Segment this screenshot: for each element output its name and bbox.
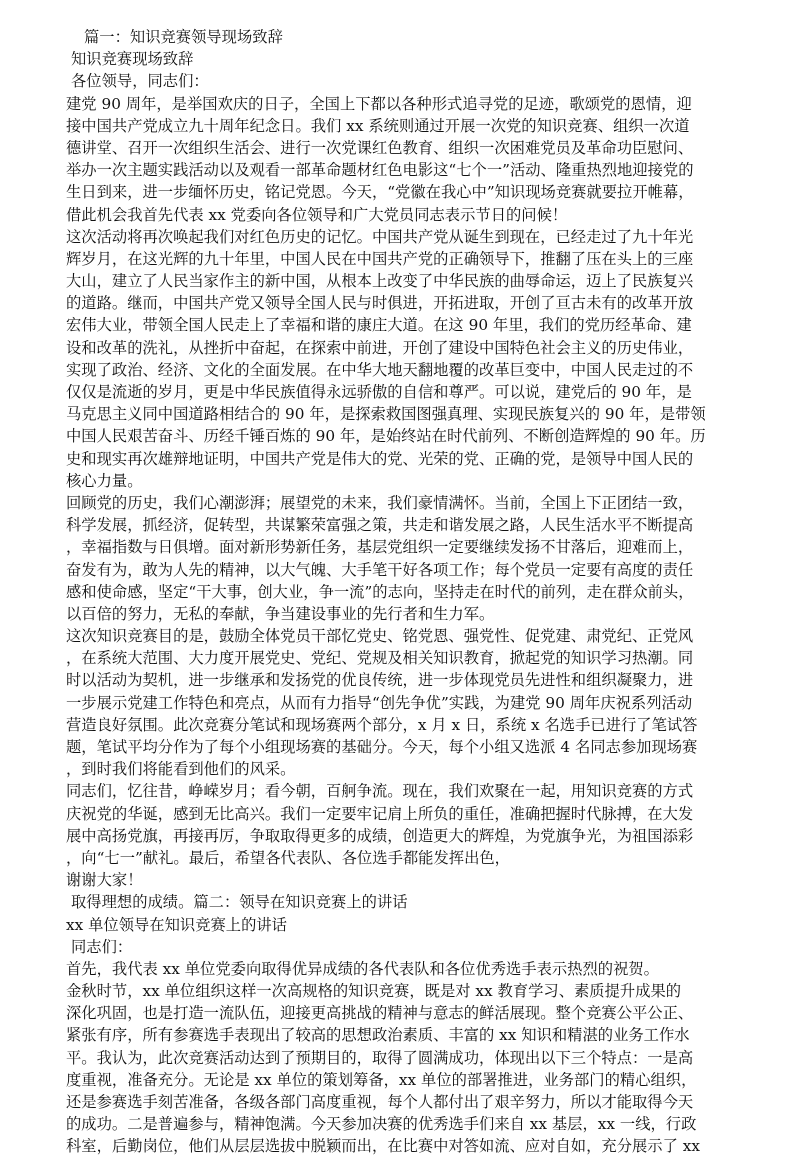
text-line: 接中国共产党成立九十周年纪念日。我们 xx 系统则通过开展一次党的知识竞赛、组织一次道 — [66, 116, 690, 135]
text-line: 辉岁月，在这光辉的九十年里，中国人民在中国共产党的正确领导下，推翻了压在头上的三座 — [66, 249, 694, 268]
text-line: 回顾党的历史，我们心潮澎湃；展望党的未来，我们豪情满怀。当前，全国上下正团结一致， — [66, 493, 694, 512]
text-line: ，幸福指数与日俱增。面对新形势新任务，基层党组织一定要继续发扬不甘落后，迎难而上， — [66, 538, 694, 557]
text-line: 取得理想的成绩。篇二：领导在知识竞赛上的讲话 — [71, 893, 408, 912]
text-line: 庆祝党的华诞，感到无比高兴。我们一定要牢记肩上所负的重任，准确把握时代脉搏，在大发 — [66, 804, 694, 823]
text-line: 以百倍的努力，无私的奉献，争当建设事业的先行者和生力军。 — [66, 604, 495, 623]
text-line: 同志们，忆往昔，峥嵘岁月；看今朝，百舸争流。现在，我们欢聚在一起，用知识竞赛的方式 — [66, 782, 694, 801]
text-line: ，到时我们将能看到他们的风采。 — [66, 760, 296, 779]
text-line: 谢谢大家！ — [66, 871, 143, 890]
text-line: 感和使命感，坚定“干大事，创大业，争一流”的志向，坚持走在时代的前列，走在群众前头， — [66, 582, 694, 601]
text-line: 奋发有为，敢为人先的精神，以大气魄、大手笔干好各项工作；每个党员一定要有高度的责任 — [66, 560, 694, 579]
text-line: 德讲堂、召开一次组织生活会、进行一次党课红色教育、组织一次困难党员及革命功臣慰问、 — [66, 138, 694, 157]
text-line: 知识竞赛现场致辞 — [71, 50, 194, 69]
text-line: 举办一次主题实践活动以及观看一部革命题材红色电影这“七个一”活动、隆重热烈地迎接党的 — [66, 161, 694, 180]
text-line: 马克思主义同中国道路相结合的 90 年，是探索救国图强真理、实现民族复兴的 90 年，是带领 — [66, 405, 706, 424]
text-line: ，在系统大范围、大力度开展党史、党纪、党规及相关知识教育，掀起党的知识学习热潮。同 — [66, 649, 694, 668]
text-line: 各位领导，同志们： — [71, 72, 209, 91]
text-line: 首先，我代表 xx 单位党委向取得优异成绩的各代表队和各位优秀选手表示热烈的祝贺。 — [66, 959, 659, 978]
text-line: 借此机会我首先代表 xx 党委向各位领导和广大党员同志表示节日的问候！ — [66, 205, 568, 224]
text-line: 篇一：知识竞赛领导现场致辞 — [84, 28, 283, 46]
text-line: ，向“七一”献礼。最后，希望各代表队、各位选手都能发挥出色， — [66, 848, 510, 867]
text-line: 这次活动将再次唤起我们对红色历史的记忆。中国共产党从诞生到现在，已经走过了九十年光 — [66, 227, 694, 246]
text-line: 的道路。继而，中国共产党又领导全国人民与时俱进，开拓进取，开创了亘古未有的改革开放 — [66, 294, 694, 313]
text-line: 科学发展，抓经济，促转型，共谋繁荣富强之策，共走和谐发展之路，人民生活水平不断提高 — [66, 516, 694, 535]
text-line: 展中高扬党旗，再接再厉，争取取得更多的成绩，创造更大的辉煌，为党旗争光，为祖国添彩 — [66, 826, 694, 845]
text-line: 生日到来，进一步缅怀历史，铭记党恩。今天，“党徽在我心中”知识现场竞赛就要拉开帷幕， — [66, 183, 694, 202]
text-line: 科室，后勤岗位，他们从层层选拔中脱颖而出，在比赛中对答如流、应对自如，充分展示了 xx — [66, 1137, 700, 1156]
text-line: xx 单位领导在知识竞赛上的讲话 — [66, 915, 287, 934]
text-line: 仅仅是流逝的岁月，更是中华民族值得永远骄傲的自信和尊严。可以说，建党后的 90 年，是 — [66, 383, 692, 401]
text-line: 时以活动为契机，进一步继承和发扬党的优良传统，进一步体现党员先进性和组织凝聚力，进 — [66, 671, 694, 690]
text-line: 平。我认为，此次竞赛活动达到了预期目的，取得了圆满成功，体现出以下三个特点：一是高 — [66, 1048, 694, 1067]
text-line: 史和现实再次雄辩地证明，中国共产党是伟大的党、光荣的党、正确的党，是领导中国人民的 — [66, 449, 694, 468]
text-line: 营造良好氛围。此次竞赛分笔试和现场赛两个部分，x 月 x 日，系统 x 名选手已进行了笔试答 — [66, 715, 698, 734]
text-line: 的成功。二是普遍参与，精神饱满。今天参加决赛的优秀选手们来自 xx 基层，xx 一线，行政 — [66, 1115, 697, 1134]
text-line: 金秋时节，xx 单位组织这样一次高规格的知识竞赛，既是对 xx 教育学习、素质提升成果的 — [66, 982, 682, 1001]
text-line: 核心力量。 — [66, 471, 143, 490]
text-line: 大山，建立了人民当家作主的新中国，从根本上改变了中华民族的曲辱命运，迈上了民族复兴 — [66, 272, 694, 291]
text-line: 同志们： — [71, 937, 133, 956]
text-line: 实现了政治、经济、文化的全面发展。在中华大地天翻地覆的改革巨变中，中国人民走过的不 — [66, 360, 694, 379]
text-line: 题，笔试平均分作为了每个小组现场赛的基础分。今天，每个小组又选派 4 名同志参加现场赛 — [66, 738, 698, 756]
text-line: 一步展示党建工作特色和亮点，从而有力指导“创先争优”实践，为建党 90 周年庆祝系列活动 — [66, 693, 693, 712]
text-line: 这次知识竞赛目的是，鼓励全体党员干部忆党史、铭党恩、强党性、促党建、肃党纪、正党风 — [66, 627, 694, 646]
text-line: 宏伟大业，带领全国人民走上了幸福和谐的康庄大道。在这 90 年里，我们的党历经革命、建 — [66, 316, 692, 335]
text-line: 设和改革的洗礼，从挫折中奋起，在探索中前进，开创了建设中国特色社会主义的历史伟业， — [66, 338, 694, 357]
text-line: 深化巩固，也是打造一流队伍，迎接更高挑战的精神与意志的鲜活展现。整个竞赛公平公正、 — [66, 1004, 694, 1023]
text-line: 建党 90 周年，是举国欢庆的日子，全国上下都以各种形式追寻党的足迹，歌颂党的恩情，迎 — [66, 94, 692, 113]
text-line: 度重视，准备充分。无论是 xx 单位的策划筹备，xx 单位的部署推进，业务部门的精心组织， — [66, 1070, 697, 1089]
text-line: 紧张有序，所有参赛选手表现出了较高的思想政治素质、丰富的 xx 知识和精湛的业务工作水 — [66, 1026, 690, 1045]
text-line: 中国人民艰苦奋斗、历经千锤百炼的 90 年，是始终站在时代前列、不断创造辉煌的 90 年。历 — [66, 427, 706, 446]
document-page — [66, 26, 732, 1156]
text-line: 还是参赛选手刻苦准备，各级各部门高度重视，每个人都付出了艰辛努力，所以才能取得今天 — [66, 1093, 694, 1111]
